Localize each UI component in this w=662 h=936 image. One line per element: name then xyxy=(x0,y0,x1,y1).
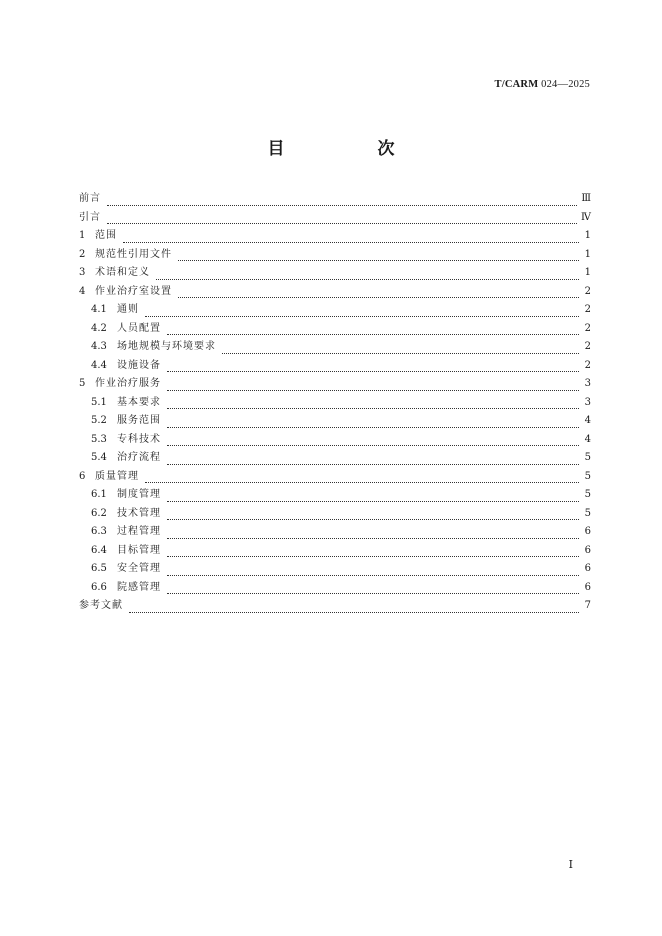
toc-entry-title: 制度管理 xyxy=(117,489,161,500)
page-number: I xyxy=(568,858,573,871)
toc-entry-number: 2 xyxy=(79,248,86,260)
toc-entry-title: 参考文献 xyxy=(79,600,123,611)
toc-entry[interactable] xyxy=(79,319,591,338)
toc-dot-leader xyxy=(167,546,579,557)
standard-code xyxy=(495,79,590,90)
toc-dot-leader xyxy=(167,528,579,539)
standard-number: 024—2025 xyxy=(541,79,590,90)
toc-entry-title: 治疗流程 xyxy=(117,452,161,463)
toc-entry-title: 设施设备 xyxy=(117,359,161,371)
toc-entry-number: 6.5 xyxy=(91,563,107,574)
toc-entry[interactable] xyxy=(79,374,591,393)
toc-dot-leader xyxy=(167,361,579,372)
toc-entry[interactable] xyxy=(79,504,591,523)
toc-entry-page: Ⅲ xyxy=(581,193,591,204)
toc-dot-leader xyxy=(145,472,579,483)
toc-entry-title: 质量管理 xyxy=(95,470,139,482)
toc-dot-leader xyxy=(167,491,579,502)
toc-dot-leader xyxy=(123,232,579,243)
toc-entry[interactable] xyxy=(79,226,591,245)
toc-entry-page: 1 xyxy=(584,248,591,260)
toc-entry-number: 5.2 xyxy=(91,415,107,426)
toc-entry[interactable] xyxy=(79,282,591,301)
toc-dot-leader xyxy=(107,213,577,224)
toc-entry[interactable] xyxy=(79,263,591,282)
page-title: 目 次 xyxy=(267,139,433,159)
toc-entry[interactable] xyxy=(79,559,591,578)
toc-entry-number: 6.4 xyxy=(91,544,107,556)
toc-entry-page: 5 xyxy=(584,452,591,463)
toc-entry-title: 通则 xyxy=(117,304,139,315)
toc-entry-page: 5 xyxy=(584,507,591,519)
toc-entry-number: 5.3 xyxy=(91,433,107,445)
toc-entry-page: 4 xyxy=(584,433,591,445)
toc-entry-title: 人员配置 xyxy=(117,322,161,334)
table-of-contents xyxy=(79,189,591,615)
toc-dot-leader xyxy=(167,454,579,465)
toc-entry-page: 4 xyxy=(584,415,591,426)
toc-dot-leader xyxy=(107,195,577,206)
toc-entry-title: 服务范围 xyxy=(117,415,161,426)
toc-entry-number: 6.3 xyxy=(91,526,107,537)
toc-entry-page: 2 xyxy=(584,359,591,371)
toc-entry-page: 2 xyxy=(584,322,591,334)
toc-entry-page: 1 xyxy=(584,267,591,278)
toc-entry-title: 目标管理 xyxy=(117,544,161,556)
toc-dot-leader xyxy=(167,417,579,428)
toc-entry-page: 2 xyxy=(584,304,591,315)
toc-entry[interactable] xyxy=(79,337,591,356)
toc-entry-title: 作业治疗服务 xyxy=(95,378,161,389)
toc-entry-title: 基本要求 xyxy=(117,396,161,408)
toc-entry-page: 2 xyxy=(584,285,591,297)
toc-entry-title: 技术管理 xyxy=(117,507,161,519)
toc-entry-title: 安全管理 xyxy=(117,563,161,574)
toc-dot-leader xyxy=(167,509,579,520)
toc-entry-number: 4.2 xyxy=(91,322,107,334)
toc-entry-page: 6 xyxy=(584,526,591,537)
toc-entry[interactable] xyxy=(79,411,591,430)
toc-entry[interactable] xyxy=(79,300,591,319)
toc-entry-number: 6.2 xyxy=(91,507,107,519)
toc-entry[interactable] xyxy=(79,578,591,597)
toc-entry-title: 引言 xyxy=(79,211,101,223)
standard-org: T/CARM xyxy=(494,79,539,90)
toc-entry[interactable] xyxy=(79,541,591,560)
toc-entry-title: 过程管理 xyxy=(117,526,161,537)
toc-entry-title: 术语和定义 xyxy=(95,267,150,278)
toc-entry[interactable] xyxy=(79,467,591,486)
toc-entry-page: 3 xyxy=(584,396,591,408)
toc-entry[interactable] xyxy=(79,522,591,541)
toc-dot-leader xyxy=(167,565,579,576)
toc-entry-title: 规范性引用文件 xyxy=(95,248,172,260)
toc-entry[interactable] xyxy=(79,485,591,504)
toc-dot-leader xyxy=(145,306,579,317)
toc-dot-leader xyxy=(167,398,579,409)
toc-entry-title: 专科技术 xyxy=(117,433,161,445)
toc-dot-leader xyxy=(178,287,579,298)
toc-entry[interactable] xyxy=(79,393,591,412)
toc-entry-number: 4.3 xyxy=(91,341,107,352)
toc-entry-page: 6 xyxy=(584,581,591,593)
toc-entry[interactable] xyxy=(79,208,591,227)
toc-entry-page: 6 xyxy=(584,544,591,556)
toc-entry[interactable] xyxy=(79,596,591,615)
toc-entry-page: 2 xyxy=(584,341,591,352)
toc-entry-number: 5 xyxy=(79,378,86,389)
toc-entry-title: 作业治疗室设置 xyxy=(95,285,172,297)
toc-entry-number: 1 xyxy=(79,230,86,241)
toc-entry-page: 3 xyxy=(584,378,591,389)
toc-dot-leader xyxy=(129,602,579,613)
toc-entry-number: 4.4 xyxy=(91,359,107,371)
toc-dot-leader xyxy=(178,250,579,261)
toc-entry[interactable] xyxy=(79,245,591,264)
toc-entry[interactable] xyxy=(79,448,591,467)
toc-entry-page: Ⅳ xyxy=(581,211,591,223)
toc-entry-number: 6 xyxy=(79,470,86,482)
toc-entry-page: 7 xyxy=(584,600,591,611)
toc-entry-title: 院感管理 xyxy=(117,581,161,593)
toc-entry-title: 范围 xyxy=(95,230,117,241)
toc-entry-page: 6 xyxy=(584,563,591,574)
toc-entry[interactable] xyxy=(79,430,591,449)
toc-entry-page: 5 xyxy=(584,470,591,482)
toc-entry-number: 5.1 xyxy=(91,396,107,408)
toc-entry-number: 6.6 xyxy=(91,581,107,593)
toc-entry[interactable] xyxy=(79,356,591,375)
toc-entry-number: 4 xyxy=(79,285,86,297)
toc-entry-number: 4.1 xyxy=(91,304,107,315)
toc-entry-title: 场地规模与环境要求 xyxy=(117,341,216,352)
toc-dot-leader xyxy=(222,343,579,354)
toc-dot-leader xyxy=(156,269,579,280)
toc-dot-leader xyxy=(167,380,579,391)
toc-entry-number: 5.4 xyxy=(91,452,107,463)
toc-entry-number: 6.1 xyxy=(91,489,107,500)
toc-entry-page: 1 xyxy=(584,230,591,241)
toc-entry-number: 3 xyxy=(79,267,86,278)
toc-entry-title: 前言 xyxy=(79,193,101,204)
toc-entry[interactable] xyxy=(79,189,591,208)
toc-dot-leader xyxy=(167,435,579,446)
toc-entry-page: 5 xyxy=(584,489,591,500)
toc-dot-leader xyxy=(167,583,579,594)
toc-dot-leader xyxy=(167,324,579,335)
